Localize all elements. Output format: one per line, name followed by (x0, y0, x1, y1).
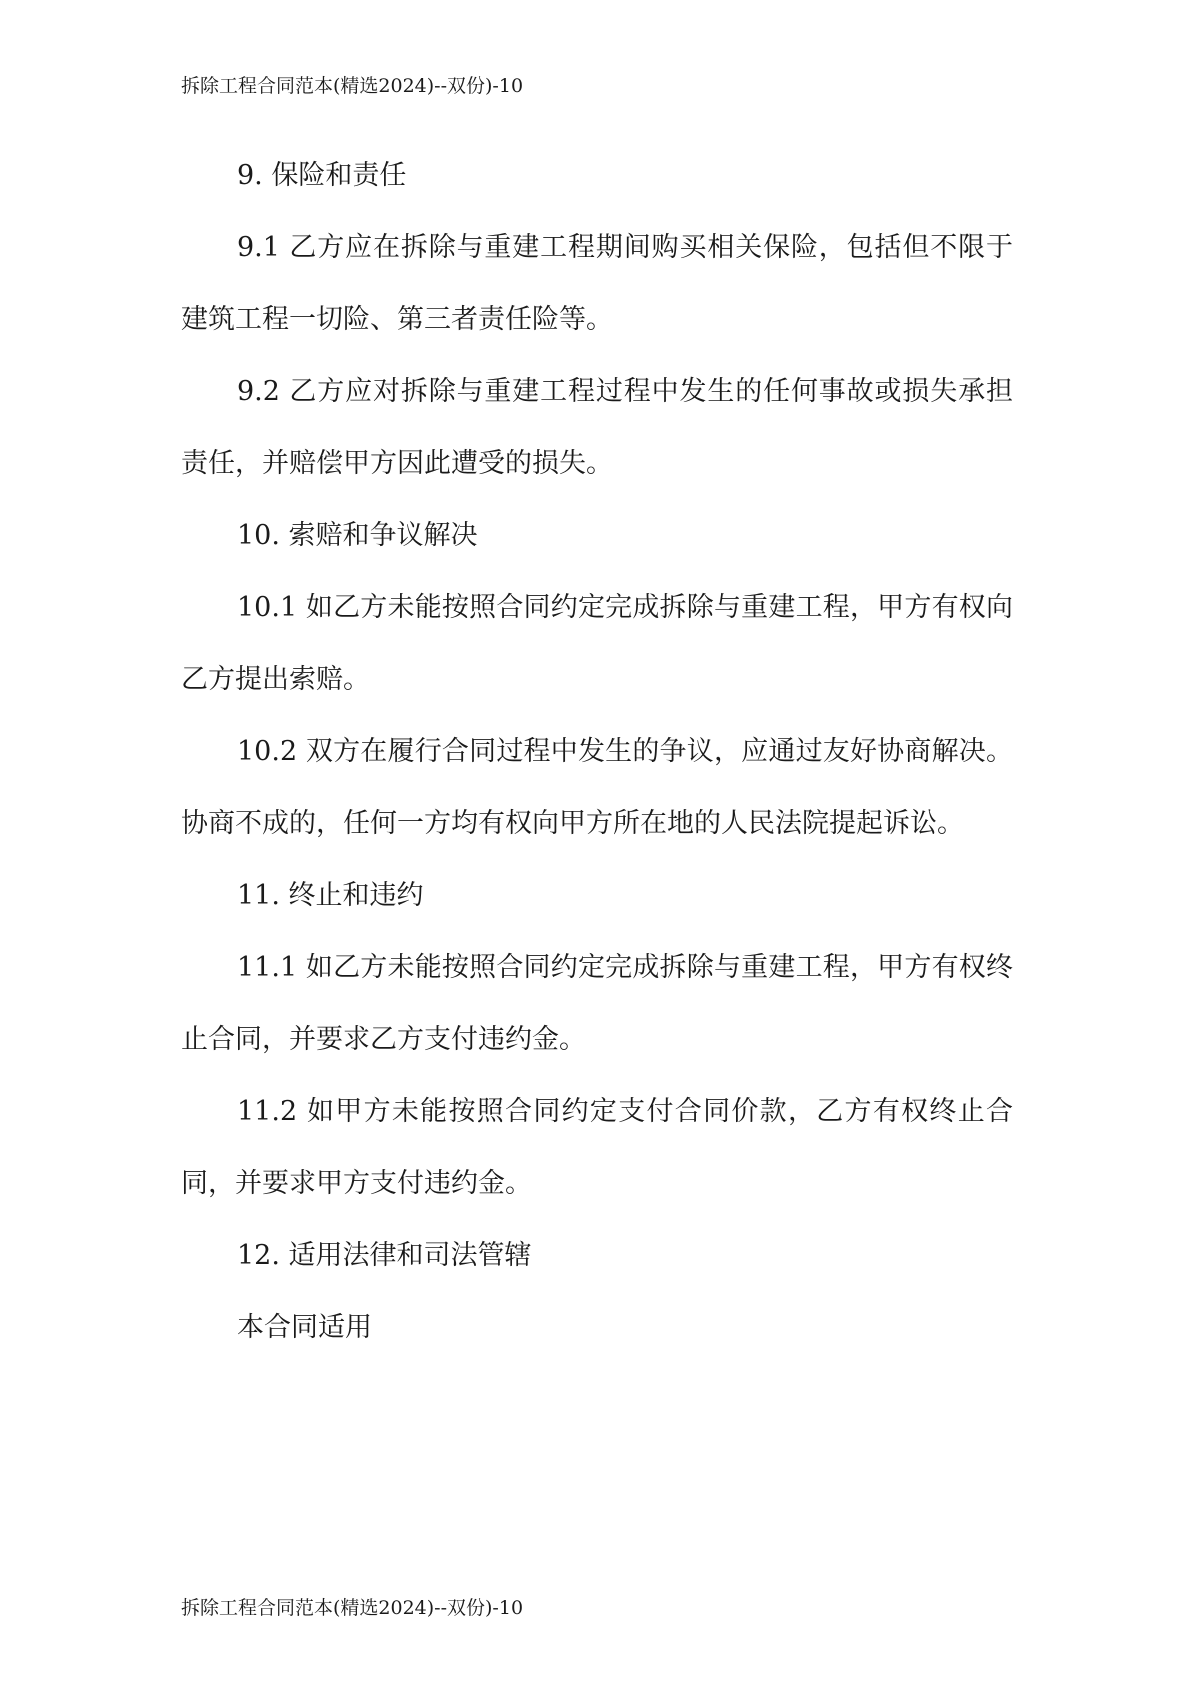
clause-12-text: 本合同适用 (237, 1312, 372, 1343)
clause-9-1: 9.1 乙方应在拆除与重建工程期间购买相关保险，包括但不限于建筑工程一切险、第三者责任险等。 (181, 232, 1013, 335)
section-heading-law: 12. 适用法律和司法管辖 (237, 1240, 532, 1271)
clause-10-1: 10.1 如乙方未能按照合同约定完成拆除与重建工程，甲方有权向乙方提出索赔。 (181, 592, 1013, 695)
document-body (181, 140, 1013, 1364)
clause-11-1: 11.1 如乙方未能按照合同约定完成拆除与重建工程，甲方有权终止合同，并要求乙方支付违约金。 (181, 952, 1013, 1055)
section-heading-termination: 11. 终止和违约 (237, 880, 424, 911)
page-header: 拆除工程合同范本(精选2024)--双份)-10 (181, 75, 524, 97)
page-footer: 拆除工程合同范本(精选2024)--双份)-10 (181, 1597, 524, 1619)
clause-11-2: 11.2 如甲方未能按照合同约定支付合同价款，乙方有权终止合同，并要求甲方支付违约金。 (181, 1096, 1013, 1199)
section-heading-insurance: 9. 保险和责任 (237, 160, 407, 191)
clause-10-2: 10.2 双方在履行合同过程中发生的争议，应通过友好协商解决。协商不成的，任何一方均有权向甲方所在地的人民法院提起诉讼。 (181, 736, 1013, 839)
clause-9-2: 9.2 乙方应对拆除与重建工程过程中发生的任何事故或损失承担责任，并赔偿甲方因此遭受的损失。 (181, 376, 1013, 479)
section-heading-claims: 10. 索赔和争议解决 (237, 520, 478, 551)
